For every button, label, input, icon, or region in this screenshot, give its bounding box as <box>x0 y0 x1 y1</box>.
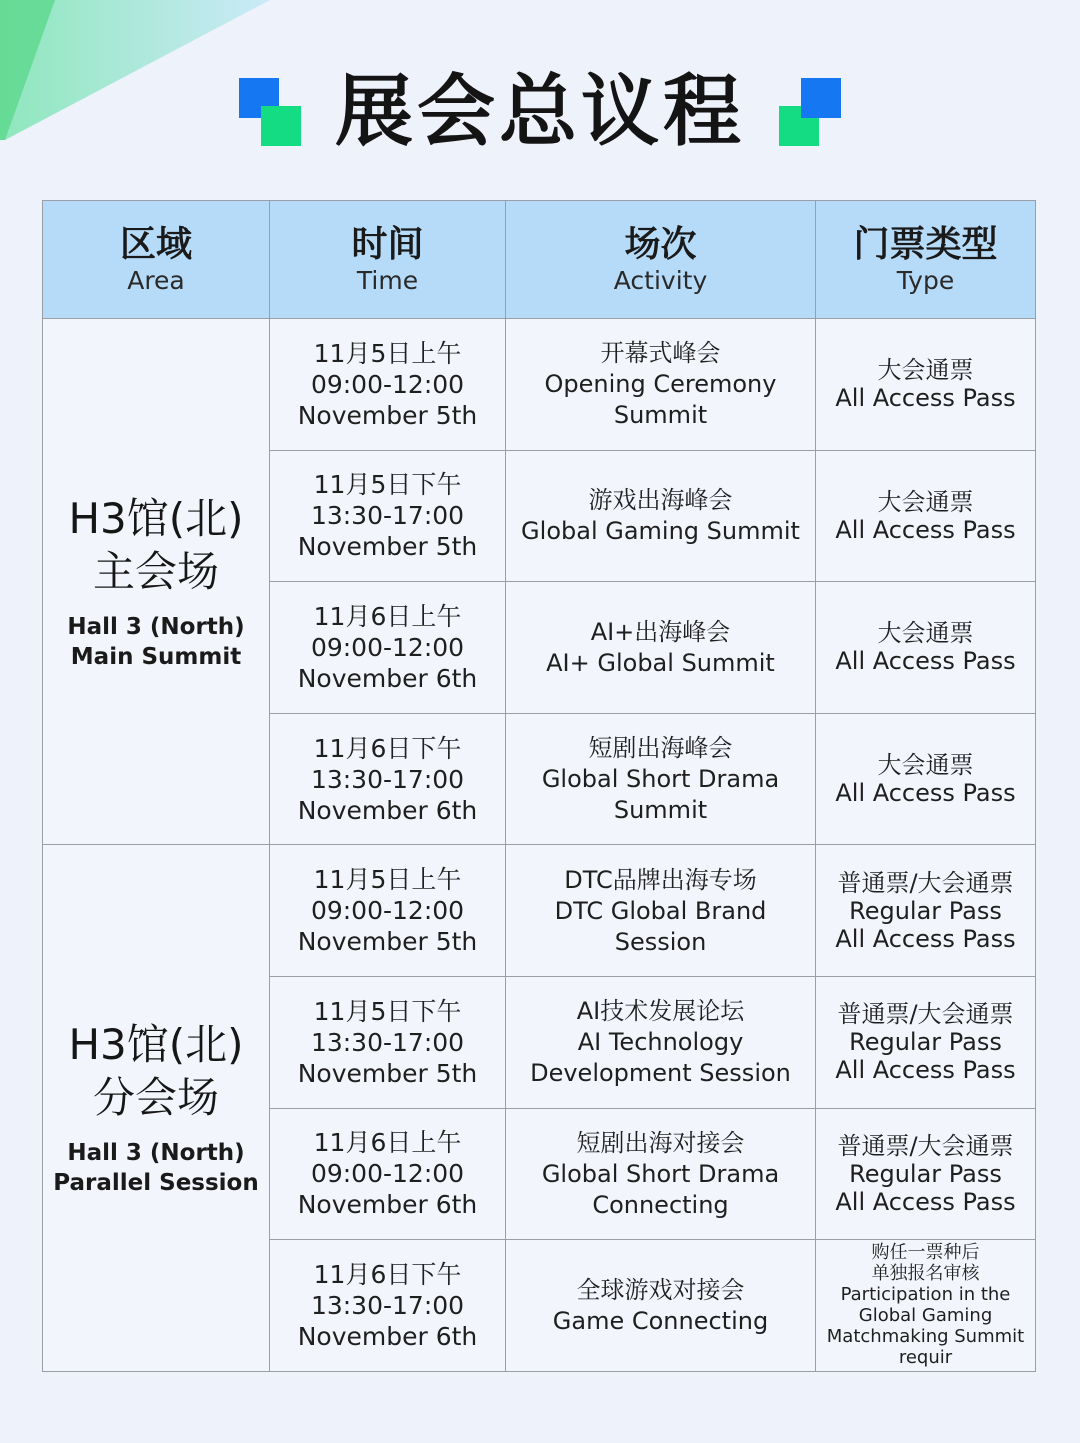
type-cell <box>816 582 1036 714</box>
type-cell <box>816 319 1036 451</box>
squares-icon-left <box>239 78 301 146</box>
activity-en: Global Gaming Summit <box>521 517 800 546</box>
time-zh: 11月5日上午 <box>313 338 462 368</box>
time-zh: 11月5日下午 <box>313 470 462 500</box>
header-area <box>43 201 270 319</box>
header-row <box>43 201 1036 319</box>
area-name-en: Hall 3 (North) <box>67 613 245 640</box>
type-cell <box>816 1240 1036 1372</box>
header-time-en: Time <box>356 265 419 295</box>
activity-en: Game Connecting <box>552 1306 769 1335</box>
time-cell <box>270 582 506 714</box>
area-type-en: Parallel Session <box>53 1170 259 1197</box>
type-note-line: 购任一票种后 <box>871 1242 980 1264</box>
type-note-line: Matchmaking Summit <box>826 1326 1025 1348</box>
activity-cell <box>506 582 816 714</box>
type-note-line: Participation in the <box>840 1284 1011 1306</box>
time-zh: 11月6日下午 <box>313 733 462 763</box>
type-line: 普通票/大会通票 <box>837 1131 1014 1160</box>
activity-zh: 短剧出海峰会 <box>588 734 733 763</box>
area-type-zh: 分会场 <box>92 1073 219 1123</box>
type-line: Regular Pass <box>849 1159 1002 1188</box>
time-range: 13:30-17:00 <box>310 764 465 794</box>
activity-zh: AI技术发展论坛 <box>576 997 745 1026</box>
blue-square <box>801 78 841 118</box>
type-note-line: 单独报名审核 <box>871 1263 980 1285</box>
time-range: 09:00-12:00 <box>310 896 465 926</box>
area-name-en: Hall 3 (North) <box>67 1140 245 1167</box>
time-zh: 11月5日上午 <box>313 865 462 895</box>
header-area-en: Area <box>127 265 185 295</box>
time-range: 13:30-17:00 <box>310 501 465 531</box>
header-type <box>816 201 1036 319</box>
type-line: 大会通票 <box>877 751 974 780</box>
type-cell <box>816 713 1036 845</box>
time-en: November 5th <box>297 1058 478 1088</box>
area-type-zh: 主会场 <box>92 546 219 596</box>
type-line: All Access Pass <box>835 1056 1016 1085</box>
activity-en: Global Short Drama Summit <box>541 765 780 825</box>
type-line: All Access Pass <box>835 924 1016 953</box>
header-activity <box>506 201 816 319</box>
time-en: November 5th <box>297 532 478 562</box>
time-en: November 6th <box>297 795 478 825</box>
agenda-table <box>42 200 1036 1372</box>
area-name-zh: H3馆(北) <box>68 1020 244 1070</box>
time-range: 09:00-12:00 <box>310 632 465 662</box>
time-cell <box>270 713 506 845</box>
type-line: All Access Pass <box>835 384 1016 413</box>
type-line: 普通票/大会通票 <box>837 1000 1014 1029</box>
activity-zh: 短剧出海对接会 <box>576 1128 745 1157</box>
type-cell <box>816 845 1036 977</box>
type-line: Regular Pass <box>849 1028 1002 1057</box>
activity-en: Global Short Drama Connecting <box>541 1159 780 1219</box>
type-line: All Access Pass <box>835 779 1016 808</box>
header-type-zh: 门票类型 <box>853 223 998 265</box>
page-title: 展会总议程 <box>334 67 745 157</box>
area-cell-parallel <box>43 845 270 1371</box>
header-activity-zh: 场次 <box>624 223 697 265</box>
time-cell <box>270 1240 506 1372</box>
activity-en: AI+ Global Summit <box>546 648 775 677</box>
activity-en: Opening Ceremony Summit <box>544 370 777 430</box>
activity-cell <box>506 845 816 977</box>
time-range: 13:30-17:00 <box>310 1290 465 1320</box>
time-zh: 11月5日下午 <box>313 996 462 1026</box>
time-en: November 5th <box>297 927 478 957</box>
header-activity-en: Activity <box>613 265 708 295</box>
time-range: 13:30-17:00 <box>310 1027 465 1057</box>
type-note-line: requir <box>898 1347 953 1369</box>
activity-cell <box>506 976 816 1108</box>
time-en: November 6th <box>297 1321 478 1351</box>
header-time <box>270 201 506 319</box>
time-range: 09:00-12:00 <box>310 1159 465 1189</box>
time-cell <box>270 319 506 451</box>
type-cell <box>816 1108 1036 1240</box>
time-cell <box>270 1108 506 1240</box>
activity-cell <box>506 319 816 451</box>
table-row <box>43 319 1036 451</box>
activity-cell <box>506 1240 816 1372</box>
header-type-en: Type <box>896 265 955 295</box>
type-note-line: Global Gaming <box>858 1305 993 1327</box>
area-name-zh: H3馆(北) <box>68 493 244 543</box>
area-cell-main <box>43 319 270 845</box>
activity-cell <box>506 713 816 845</box>
time-cell <box>270 845 506 977</box>
type-line: 大会通票 <box>877 487 974 516</box>
squares-icon-right <box>779 78 841 146</box>
title-row <box>0 62 1080 162</box>
header-area-zh: 区域 <box>119 223 192 265</box>
time-cell <box>270 450 506 582</box>
activity-zh: DTC品牌出海专场 <box>564 865 757 894</box>
green-square <box>261 106 301 146</box>
type-line: 大会通票 <box>877 356 974 385</box>
time-zh: 11月6日上午 <box>313 601 462 631</box>
time-en: November 6th <box>297 663 478 693</box>
activity-en: AI Technology Development Session <box>530 1028 791 1088</box>
type-line: 大会通票 <box>877 619 974 648</box>
table-row <box>43 845 1036 977</box>
time-en: November 6th <box>297 1190 478 1220</box>
activity-cell <box>506 1108 816 1240</box>
type-line: All Access Pass <box>835 1187 1016 1216</box>
activity-en: DTC Global Brand Session <box>554 896 767 956</box>
type-line: 普通票/大会通票 <box>837 868 1014 897</box>
time-zh: 11月6日下午 <box>313 1259 462 1289</box>
time-range: 09:00-12:00 <box>310 369 465 399</box>
type-line: Regular Pass <box>849 896 1002 925</box>
activity-zh: 开幕式峰会 <box>600 339 721 368</box>
time-cell <box>270 976 506 1108</box>
time-zh: 11月6日上午 <box>313 1128 462 1158</box>
type-line: All Access Pass <box>835 647 1016 676</box>
type-line: All Access Pass <box>835 515 1016 544</box>
activity-zh: 全球游戏对接会 <box>576 1275 745 1304</box>
type-cell <box>816 450 1036 582</box>
header-time-zh: 时间 <box>351 223 424 265</box>
type-cell <box>816 976 1036 1108</box>
area-type-en: Main Summit <box>70 643 242 670</box>
activity-zh: AI+出海峰会 <box>590 617 731 646</box>
activity-cell <box>506 450 816 582</box>
time-en: November 5th <box>297 400 478 430</box>
activity-zh: 游戏出海峰会 <box>588 486 733 515</box>
